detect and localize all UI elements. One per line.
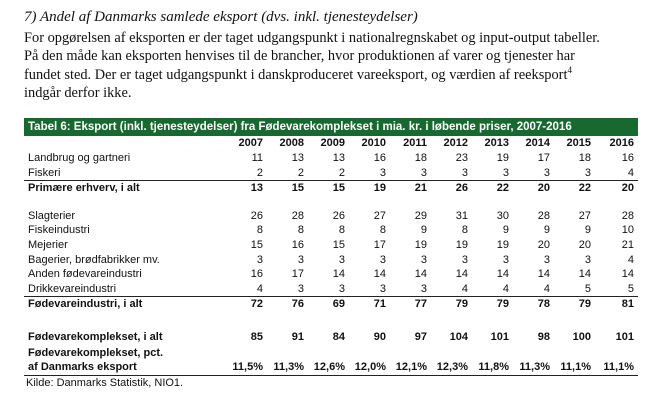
year-header-cell: 2012 (443, 137, 468, 150)
value-cell: 3 (461, 253, 468, 266)
row-label: Fødevareindustri, i alt (24, 297, 226, 312)
value-cell: 10 (621, 224, 634, 237)
value-cell: 28 (291, 209, 304, 222)
value-cell: 2 (256, 166, 263, 179)
value-cell: 3 (338, 253, 345, 266)
value-cell: 3 (420, 282, 427, 295)
value-cell: 3 (420, 166, 427, 179)
value-cell: 19 (496, 238, 509, 251)
spacer-cell (24, 196, 638, 209)
value-cell: 26 (431, 181, 472, 196)
row-label: Fiskeri (28, 166, 61, 179)
year-header-cell: 2015 (566, 137, 591, 150)
value-cell: 97 (414, 330, 427, 343)
value-cell: 17 (373, 238, 386, 251)
header-blank-cell (24, 136, 226, 151)
value-cell: 3 (502, 166, 509, 179)
table-spacer-row (24, 312, 638, 330)
value-cell: 9 (584, 224, 591, 237)
value-cell: 9 (420, 224, 427, 237)
value-cell: 2 (338, 166, 345, 179)
row-label: Fiskeindustri (28, 224, 90, 237)
value-cell: 13 (291, 152, 304, 164)
year-header-cell: 2011 (403, 137, 427, 150)
year-header-cell: 2013 (484, 137, 509, 150)
value-cell: 28 (537, 209, 550, 222)
export-data-table (24, 136, 638, 376)
value-cell: 77 (390, 297, 431, 312)
value-cell: 3 (338, 282, 345, 295)
value-cell: 4 (461, 282, 468, 295)
value-cell: 21 (621, 238, 634, 251)
value-cell: 3 (584, 253, 591, 266)
value-cell: 20 (578, 238, 591, 251)
value-cell: 14 (373, 268, 386, 281)
table-row-mejerier (24, 238, 638, 253)
value-cell: 18 (414, 152, 427, 164)
year-header-cell: 2010 (361, 137, 386, 150)
year-header-cell: 2007 (238, 137, 263, 150)
value-cell: 3 (297, 282, 304, 295)
table-row-kompleks_total (24, 330, 638, 345)
value-cell: 22 (472, 181, 513, 196)
value-cell: 11,1% (595, 345, 638, 376)
value-cell: 21 (390, 181, 431, 196)
value-cell: 9 (543, 224, 550, 237)
row-label: Primære erhverv, i alt (24, 181, 226, 196)
value-cell: 98 (537, 330, 550, 343)
value-cell: 27 (578, 209, 591, 222)
value-cell: 4 (543, 282, 550, 295)
value-cell: 72 (226, 297, 267, 312)
value-cell: 3 (256, 253, 263, 266)
value-cell: 15 (267, 181, 308, 196)
value-cell: 14 (578, 268, 591, 281)
value-cell: 11,1% (554, 345, 595, 376)
value-cell: 16 (621, 152, 634, 164)
paragraph-line-2: På den måde kan eksporten henvises til de brancher, hvor produktionen af varer og tjenester har (24, 48, 575, 65)
value-cell: 14 (537, 268, 550, 281)
table-row-drikkevare (24, 282, 638, 297)
value-cell: 22 (554, 181, 595, 196)
value-cell: 11,8% (472, 345, 513, 376)
year-header-cell: 2008 (279, 137, 304, 150)
value-cell: 104 (449, 330, 468, 343)
year-header-row (24, 136, 638, 151)
value-cell: 3 (379, 282, 386, 295)
value-cell: 4 (502, 282, 509, 295)
spacer-cell (24, 312, 638, 330)
value-cell: 26 (250, 209, 263, 222)
value-cell: 17 (537, 152, 550, 164)
value-cell: 85 (250, 330, 263, 343)
value-cell: 20 (595, 181, 638, 196)
value-cell: 13 (332, 152, 345, 164)
value-cell: 2 (297, 166, 304, 179)
value-cell: 3 (420, 253, 427, 266)
value-cell: 84 (332, 330, 345, 343)
table-row-bagerier (24, 253, 638, 268)
value-cell: 27 (373, 209, 386, 222)
table-row-landbrug (24, 151, 638, 166)
value-cell: 101 (615, 330, 634, 343)
table-row-fiskeri (24, 166, 638, 181)
value-cell: 3 (379, 166, 386, 179)
value-cell: 20 (513, 181, 554, 196)
row-label: Landbrug og gartneri (28, 152, 131, 164)
value-cell: 3 (297, 253, 304, 266)
value-cell: 29 (414, 209, 427, 222)
export-table (24, 118, 638, 389)
value-cell: 30 (496, 209, 509, 222)
value-cell: 31 (455, 209, 468, 222)
value-cell: 3 (502, 253, 509, 266)
value-cell: 12,3% (431, 345, 472, 376)
value-cell: 11,3% (513, 345, 554, 376)
value-cell: 11,5% (226, 345, 267, 376)
value-cell: 8 (379, 224, 386, 237)
table-row-kompleks_pct (24, 345, 638, 376)
value-cell: 5 (584, 282, 591, 295)
value-cell: 19 (496, 152, 509, 164)
value-cell: 3 (461, 166, 468, 179)
value-cell: 12,0% (349, 345, 390, 376)
value-cell: 23 (455, 152, 468, 164)
section-heading: 7) Andel af Danmarks samlede eksport (dvs. inkl. tjenesteydelser) (24, 9, 418, 25)
value-cell: 3 (584, 166, 591, 179)
value-cell: 16 (373, 152, 386, 164)
value-cell: 69 (308, 297, 349, 312)
value-cell: 5 (627, 282, 634, 295)
table-spacer-row (24, 196, 638, 209)
value-cell: 17 (291, 268, 304, 281)
value-cell: 79 (431, 297, 472, 312)
paragraph-line-3: fundet sted. Der er taget udgangspunkt i danskproduceret vareeksport, og værdien af reeksport (24, 66, 568, 83)
table-source: Kilde: Danmarks Statistik, NIO1. (26, 376, 184, 389)
row-label: Bagerier, brødfabrikker mv. (28, 253, 160, 266)
value-cell: 19 (349, 181, 390, 196)
value-cell: 9 (502, 224, 509, 237)
value-cell: 12,6% (308, 345, 349, 376)
paragraph-line-4: indgår derfor ikke. (24, 84, 132, 101)
year-header-cell: 2009 (320, 137, 345, 150)
table-title: Tabel 6: Eksport (inkl. tjenesteydelser) fra Fødevarekomplekset i mia. kr. i løbende priser, 2007-2016 (24, 118, 638, 136)
row-label: Mejerier (28, 238, 68, 251)
value-cell: 4 (627, 166, 634, 179)
row-label-line-1: Fødevarekomplekset, pct. (28, 346, 164, 359)
value-cell: 78 (513, 297, 554, 312)
value-cell: 79 (554, 297, 595, 312)
value-cell: 3 (379, 253, 386, 266)
value-cell: 81 (595, 297, 638, 312)
row-label: Drikkevareindustri (28, 282, 117, 295)
paragraph-line-1: For opgørelsen af eksporten er der taget udgangspunkt i nationalregnskabet og input-output tabeller. (24, 30, 600, 46)
value-cell: 12,1% (390, 345, 431, 376)
value-cell: 79 (472, 297, 513, 312)
value-cell: 14 (621, 268, 634, 281)
value-cell: 100 (572, 330, 591, 343)
value-cell: 13 (226, 181, 267, 196)
value-cell: 28 (621, 209, 634, 222)
table-row-primaere (24, 181, 638, 196)
table-row-slagterier (24, 209, 638, 224)
value-cell: 3 (543, 253, 550, 266)
value-cell: 20 (537, 238, 550, 251)
value-cell: 15 (332, 238, 345, 251)
value-cell: 14 (332, 268, 345, 281)
value-cell: 8 (297, 224, 304, 237)
footnote-marker: 4 (567, 64, 572, 75)
value-cell: 71 (349, 297, 390, 312)
value-cell: 8 (338, 224, 345, 237)
value-cell: 14 (496, 268, 509, 281)
value-cell: 91 (291, 330, 304, 343)
row-label (24, 345, 226, 376)
value-cell: 16 (291, 238, 304, 251)
value-cell: 14 (455, 268, 468, 281)
table-row-fiskeindustri (24, 223, 638, 238)
value-cell: 76 (267, 297, 308, 312)
value-cell: 3 (543, 166, 550, 179)
year-header-cell: 2014 (525, 137, 550, 150)
row-label: Slagterier (28, 209, 76, 222)
value-cell: 11 (251, 152, 263, 164)
value-cell: 19 (414, 238, 427, 251)
table-row-foedevareindustri (24, 297, 638, 312)
year-header-cell: 2016 (609, 137, 634, 150)
value-cell: 4 (627, 253, 634, 266)
value-cell: 15 (308, 181, 349, 196)
value-cell: 4 (256, 282, 263, 295)
value-cell: 14 (414, 268, 427, 281)
row-label: Anden fødevareindustri (28, 268, 142, 281)
value-cell: 8 (256, 224, 263, 237)
value-cell: 18 (578, 152, 591, 164)
value-cell: 90 (373, 330, 386, 343)
row-label-line-2: af Danmarks eksport (28, 360, 137, 373)
row-label: Fødevarekomplekset, i alt (28, 330, 163, 343)
value-cell: 11,3% (267, 345, 308, 376)
value-cell: 8 (461, 224, 468, 237)
intro-paragraph (24, 29, 644, 102)
value-cell: 19 (455, 238, 468, 251)
table-row-anden (24, 267, 638, 282)
value-cell: 16 (250, 268, 263, 281)
value-cell: 15 (250, 238, 263, 251)
value-cell: 26 (332, 209, 345, 222)
value-cell: 101 (490, 330, 509, 343)
